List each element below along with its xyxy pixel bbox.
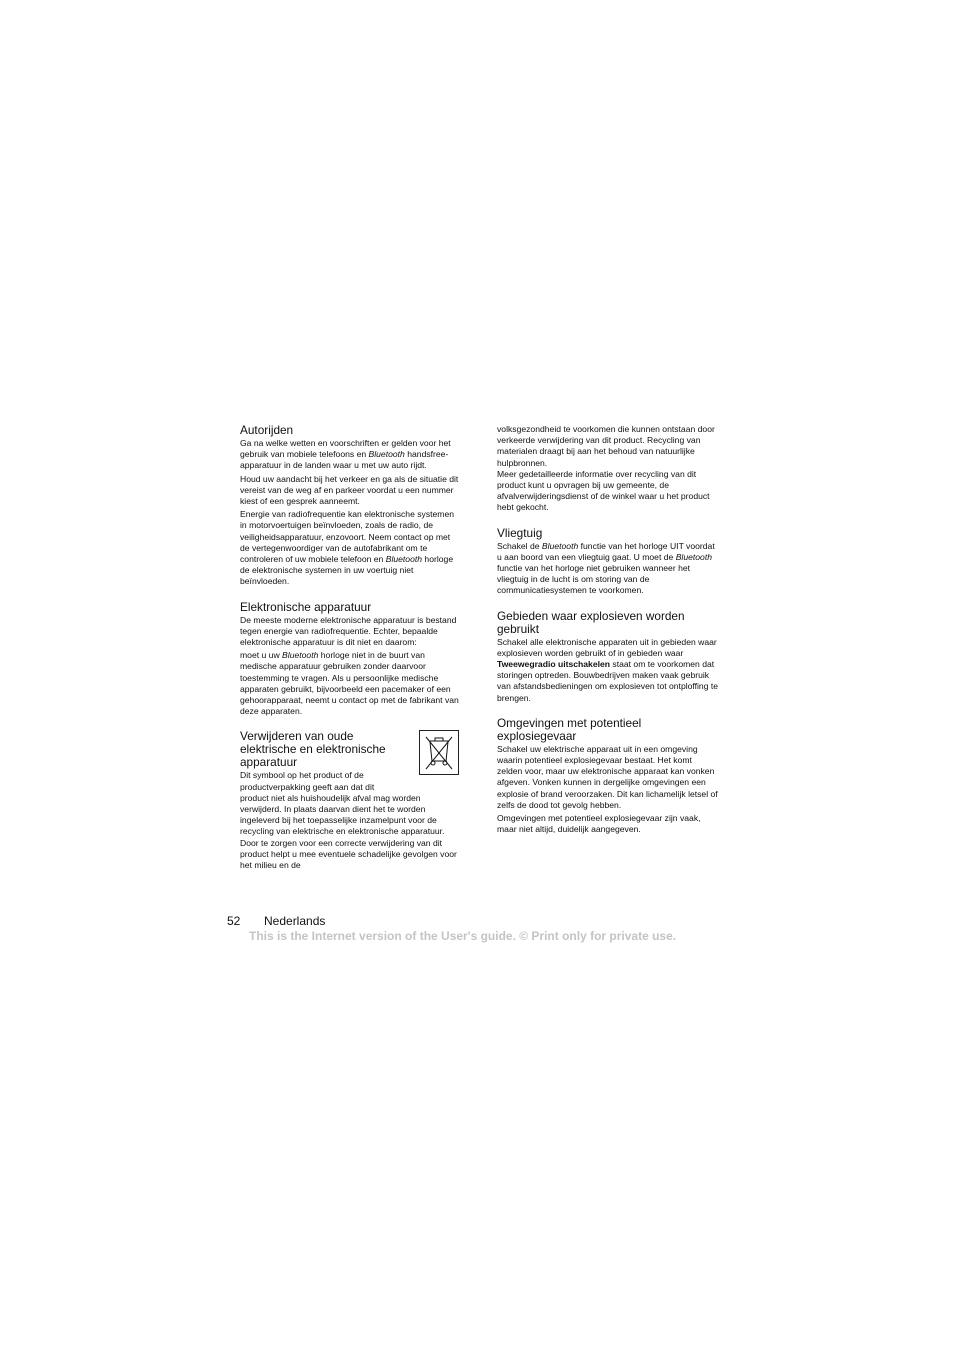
text: Ga na welke wetten en voorschriften er gelden voor het gebruik van mobiele telefoons en [240,438,451,460]
heading-elektronische-apparatuur: Elektronische apparatuur [240,599,372,614]
heading-vliegtuig: Vliegtuig [497,525,543,540]
paragraph [240,650,462,717]
paragraph: Schakel uw elektrische apparaat uit in een omgeving waarin potentieel explosiegevaar bestaat. Het komt zelden voor, maar uw elektronische apparaat kan vonken afgeven. Vonken kunnen in dergelijke omgevingen een explosie of brand veroorzaken. Dit kan lichamelijk letsel of zelfs de dood tot gevolg hebben. [497,743,718,810]
paragraph [497,541,719,597]
footer-note: This is the Internet version of the User's guide. © Print only for private use. [249,929,677,943]
section-autorijden [240,424,462,588]
paragraph [497,637,719,704]
section-verwijderen [240,730,462,871]
italic-text: Bluetooth [541,540,579,551]
italic-text: Bluetooth [282,650,319,661]
paragraph: Omgevingen met potentieel explosiegevaar zijn vaak, maar niet altijd, duidelijk aangegeven. [497,813,701,835]
italic-text: Bluetooth [675,551,713,562]
section-elektronische-apparatuur [240,601,462,718]
paragraph: De meeste moderne elektronische apparatuur is bestand tegen energie van radiofrequentie. Echter, bepaalde elektronische apparatuur is dit niet en daarom: [240,614,457,648]
left-column [240,424,462,884]
text: functie van het horloge niet gebruiken wanneer het vliegtuig in de lucht is om storing van de communicatiesystemen te voorkomen. [497,563,691,596]
text: handsfree-apparatuur in de landen waar u met uw auto rijdt. [240,449,449,471]
heading-autorijden: Autorijden [240,423,294,437]
page-number: 52 [227,914,241,928]
section-verwijderen-vervolg [497,424,719,514]
text: horloge de elektronische systemen in uw voertuig niet beïnvloeden. [240,554,454,587]
section-vliegtuig [497,527,719,597]
text: horloge niet in de buurt van medische apparatuur gebruiken zonder daarvoor toestemming te vragen. Als u persoonlijke medische apparaten gebruikt, bijvoorbeeld een pacemaker of een gehoorapparaat, neemt u contact op met de fabrikant van deze apparaten. [240,650,459,717]
footer-language: Nederlands [264,914,326,928]
text: Schakel alle elektronische apparaten uit in gebieden waar explosieven worden gebruikt of in gebieden waar [497,636,717,658]
paragraph [240,438,462,472]
crossed-out-wheelie-bin-icon [419,730,459,775]
section-omgevingen [497,717,719,836]
paragraph: Meer gedetailleerde informatie over recycling van dit product kunt u opvragen bij uw gemeente, de afvalverwijderingsdienst of de winkel waar u het product hebt gekocht. [497,468,710,513]
heading-omgevingen: Omgevingen met potentieel explosiegevaar [497,715,642,743]
paragraph: product niet als huishoudelijk afval mag worden verwijderd. In plaats daarvan dient het te worden ingeleverd bij het toepasselijke inzamelpunt voor de recycling van elektrische en elektronische apparatuur. Door te zorgen voor een correcte verwijdering van dit product helpt u mee eventuele schadelijke gevolgen voor het milieu en de [240,792,457,871]
heading-explosieven: Gebieden waar explosieven worden gebruikt [497,608,685,636]
text: Schakel de [497,540,542,551]
text: staat om te voorkomen dat storingen optreden. Bouwbedrijven maken vaak gebruik van afstandsbedieningen om explosieven tot ontploffing te brengen. [497,659,719,703]
paragraph [240,509,462,587]
section-explosieven [497,610,719,704]
italic-text: Bluetooth [368,449,405,460]
wheelie-bin-svg [420,731,458,774]
text: moet u uw [240,650,283,661]
italic-text: Bluetooth [385,554,423,565]
text: functie van het horloge UIT voordat u aan boord van een vliegtuig gaat. U moet de [497,540,715,562]
right-column [497,424,719,848]
bold-text: Tweewegradio uitschakelen [497,659,611,670]
text: Energie van radiofrequentie kan elektronische systemen in motorvoertuigen beïnvloeden, zoals de radio, de veiligheidsapparatuur, enzovoort. Neem contact op met de vertegenwoordiger van de autofabrikant om te controleren of uw mobiele telefoon en [240,509,455,565]
heading-verwijderen: Verwijderen van oude elektrische en elektronische apparatuur [240,729,386,770]
paragraph: Dit symbool op het product of de productverpakking geeft aan dat dit [240,770,375,792]
paragraph: Houd uw aandacht bij het verkeer en ga als de situatie dit vereist van de weg af en parkeer voordat u een nummer kiest of een gesprek aanneemt. [240,473,459,507]
paragraph: volksgezondheid te voorkomen die kunnen ontstaan door verkeerde verwijdering van dit product. Recycling van materialen draagt bij aan het behoud van natuurlijke hulpbronnen. [497,424,715,468]
